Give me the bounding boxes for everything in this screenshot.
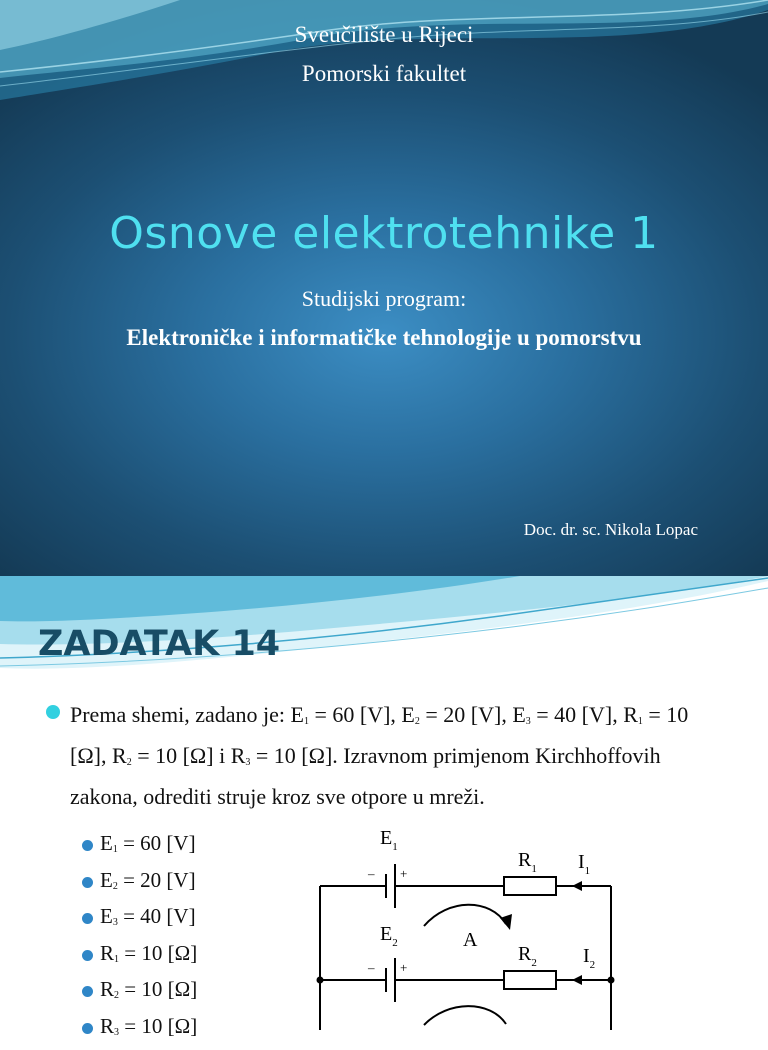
task-title: ZADATAK 14 xyxy=(38,624,281,664)
given-value xyxy=(100,868,196,893)
symbol-subscript: 2 xyxy=(112,880,118,892)
value: = 10 [Ω] xyxy=(119,977,198,1001)
value: = 10 [Ω] xyxy=(119,1013,198,1038)
given-value xyxy=(100,1014,197,1039)
bullet-dot xyxy=(82,1023,93,1034)
symbol-subscript: 1 xyxy=(112,844,118,855)
statement-subscript: 2 xyxy=(126,757,132,768)
statement-part: = 40 [V], R xyxy=(530,702,638,727)
bullet-dot xyxy=(82,840,93,851)
label-r1: $R_1$ xyxy=(518,849,537,875)
symbol: R xyxy=(100,1013,115,1038)
course-title: Osnove elektrotehnike 1 xyxy=(109,208,659,259)
statement-part: = 10 [Ω] i R xyxy=(131,743,246,768)
statement-part: = 10 [Ω]. Izravnom primjenom Kirchhoffovih zakona, odrediti struje kroz sve otpore u mreži. xyxy=(70,743,661,809)
bullet-dot xyxy=(82,950,93,961)
symbol: R xyxy=(100,940,115,965)
faculty-name: Pomorski fakultet xyxy=(301,61,467,86)
statement-subscript: 3 xyxy=(245,757,251,768)
label-loop-a: A xyxy=(463,929,478,951)
statement-part: = 10 [Ω], R xyxy=(70,702,689,768)
statement-subscript: 3 xyxy=(525,716,531,727)
statement-part: Prema shemi, zadano je: E xyxy=(70,702,304,727)
symbol: R xyxy=(100,977,115,1001)
diagram-background xyxy=(300,820,638,1030)
bullet-dot xyxy=(82,913,93,924)
symbol: E xyxy=(100,867,113,892)
symbol-subscript: 3 xyxy=(112,917,118,928)
symbol-subscript: 1 xyxy=(114,953,120,965)
bullet-dot xyxy=(82,986,93,997)
value: = 10 [Ω] xyxy=(119,940,198,965)
bullet-dot xyxy=(82,877,93,888)
value: = 20 [V] xyxy=(117,867,196,892)
junction-node xyxy=(317,977,324,984)
label-i1: $I_1$ xyxy=(578,851,591,877)
university-name: Sveučilište u Rijeci xyxy=(294,22,474,47)
statement-subscript: 2 xyxy=(414,716,420,727)
statement-part: = 60 [V], E xyxy=(308,702,415,727)
given-value xyxy=(100,977,197,1002)
task-statement xyxy=(70,698,720,814)
given-value xyxy=(100,831,196,856)
statement-subscript: 1 xyxy=(303,716,309,727)
label-e1-minus: – xyxy=(368,866,375,881)
symbol: E xyxy=(100,831,113,855)
circuit-diagram xyxy=(300,820,640,1030)
given-value xyxy=(100,941,197,966)
symbol: E xyxy=(100,904,113,928)
label-i2: $I_2$ xyxy=(583,945,596,971)
label-r2: $R_2$ xyxy=(518,943,537,969)
symbol-subscript: 2 xyxy=(114,990,120,1001)
resistor-r2 xyxy=(504,971,556,989)
value: = 40 [V] xyxy=(117,904,196,928)
resistor-r1 xyxy=(504,877,556,895)
label-e1: $E_1$ xyxy=(380,827,398,853)
label-e2: $E_2$ xyxy=(380,923,398,949)
statement-subscript: 1 xyxy=(637,716,643,727)
statement-part: = 20 [V], E xyxy=(419,702,526,727)
program-name: Elektroničke i informatičke tehnologije u pomorstvu xyxy=(126,325,642,350)
author-name: Doc. dr. sc. Nikola Lopac xyxy=(523,520,698,539)
task-slide xyxy=(0,576,768,1038)
program-label: Studijski program: xyxy=(301,286,467,311)
label-e1-plus: + xyxy=(400,866,408,881)
junction-node xyxy=(608,977,615,984)
symbol-subscript: 3 xyxy=(114,1026,120,1038)
value: = 60 [V] xyxy=(117,831,196,855)
given-value xyxy=(100,904,196,929)
bullet-dot xyxy=(46,705,60,719)
label-e2-minus: – xyxy=(368,960,375,975)
label-e2-plus: + xyxy=(400,960,408,975)
